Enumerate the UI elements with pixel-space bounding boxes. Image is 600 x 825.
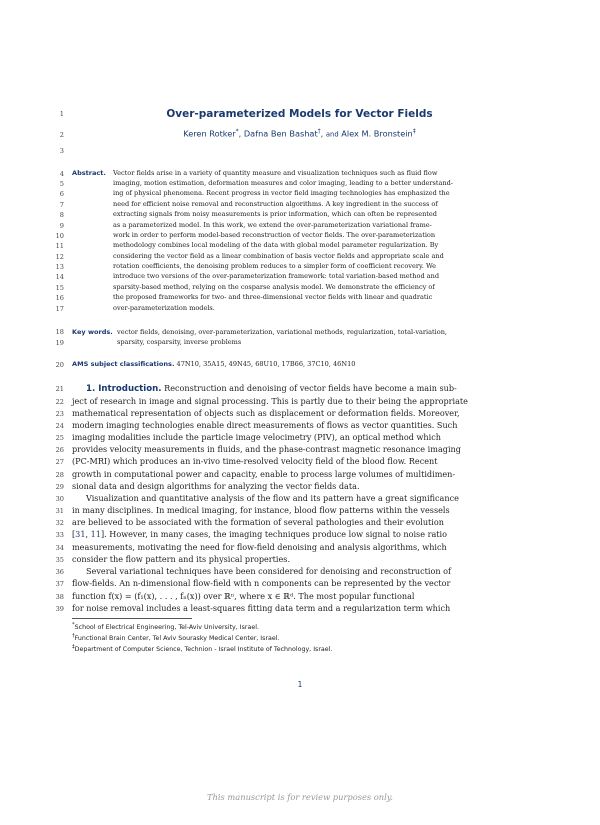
body-line: mathematical representation of objects such as displacement or deformation fields. Moreover, [72,408,460,418]
footnote-text: Functional Brain Center, Tel Aviv Sourasky Medical Center, Israel. [74,635,280,643]
author-name: Alex M. Bronstein [341,128,413,139]
body-line: for noise removal includes a least-squares fitting data term and a regularization term which [72,603,451,613]
author-list [72,128,527,139]
line-number: 9 [59,222,64,230]
line-number: 38 [55,593,64,601]
footnote-mark: ‡ [412,128,416,135]
line-number: 20 [55,361,64,369]
abstract-line: ing of physical phenomena. Recent progress in vector field imaging technologies has emphasized the [113,189,450,197]
abstract-line: need for efficient noise removal and reconstruction algorithms. A key ingredient in the success of [113,200,438,208]
line-number: 17 [55,305,64,313]
line-number: 12 [55,253,64,261]
abstract-line: the proposed frameworks for two- and three-dimensional vector fields with linear and quadratic [113,293,433,301]
paper-title: Over-parameterized Models for Vector Fields [166,108,433,120]
abstract-line: considering the vector field as a linear combination of basis vector fields and appropriate scale and [113,252,444,260]
line-number: 19 [55,339,64,347]
line-number: 3 [59,147,64,155]
line-number: 15 [55,284,64,292]
body-text: Reconstruction and denoising of vector fields have become a main sub- [164,383,457,393]
line-number: 11 [55,242,64,250]
footnote [72,633,280,642]
author-separator: , [238,128,244,139]
line-number: 22 [55,398,64,406]
author-name: Keren Rotker [183,128,236,139]
citation-bracket: [ [72,529,76,539]
body-line: measurements, motivating the need for flow-field denoising and analysis algorithms, which [72,542,447,552]
abstract-line: rotation coefficients, the denoising problem reduces to a simpler form of coefficient recovery. We [113,262,437,270]
line-number: 10 [55,232,64,240]
line-number: 16 [55,294,64,302]
review-notice: This manuscript is for review purposes only. [206,792,394,802]
line-number: 27 [55,458,64,466]
abstract-line: introduce two versions of the over-parameterization framework: total variation-based method and [113,272,440,280]
line-number: 28 [55,471,64,479]
line-number: 24 [55,422,64,430]
ams-value: 47N10, 35A15, 49N45, 68U10, 17B66, 37C10, 46N10 [176,360,356,368]
citation-separator: , [85,529,91,539]
body-text: . However, in many cases, the imaging techniques produce low signal to noise ratio [104,529,447,539]
footnote [72,622,259,631]
line-number: 8 [59,211,64,219]
body-line: (PC-MRI) which produces an in-vivo time-resolved velocity field of the blood flow. Recent [72,456,438,466]
abstract-line: imaging, motion estimation, deformation measures and color imaging, leading to a better understand- [113,179,454,187]
body-line: consider the flow pattern and its physical properties. [72,554,291,564]
line-number: 2 [59,131,64,139]
line-number: 31 [55,507,64,515]
keywords-label: Key words. [72,328,113,336]
abstract-line: Vector fields arise in a variety of quantity measure and visualization techniques such as fluid flow [113,169,438,177]
line-number: 32 [55,519,64,527]
body-line: sional data and design algorithms for analyzing the vector fields data. [72,481,360,491]
line-number: 13 [55,263,64,271]
line-number: 34 [55,544,64,552]
body-line: are believed to be associated with the formation of several pathologies and their evolution [72,517,444,527]
footnote-mark: * [72,622,75,628]
body-line: imaging modalities include the particle image velocimetry (PIV), an optical method which [72,432,441,442]
line-number: 1 [59,110,64,118]
citation-link[interactable]: 11 [90,529,101,539]
section-heading: 1. Introduction. [86,384,162,394]
line-number: 39 [55,605,64,613]
line-number: 7 [59,201,64,209]
author-conjunction: and [325,130,339,139]
body-line-formula: function f(x) = (f₁(x), . . . , fₙ(x)) over ℝⁿ, where x ∈ ℝᵈ. The most popular functional [72,591,415,601]
keywords-line: vector fields, denoising, over-parameterization, variational methods, regularization, total-variation, [117,328,448,336]
page-number: 1 [297,680,303,689]
line-number: 35 [55,556,64,564]
footnote-text: Department of Computer Science, Technion - Israel Institute of Technology, Israel. [74,646,333,654]
author-name: Dafna Ben Bashat [243,128,318,139]
footnote-mark: * [235,128,239,135]
body-line: ject of research in image and signal processing. This is partly due to their being the appropriate [72,396,468,406]
footnote-rule [72,618,192,619]
body-line: Visualization and quantitative analysis of the flow and its pattern have a great significance [86,493,459,503]
footnote-mark: † [317,128,321,135]
abstract-label: Abstract. [72,169,106,177]
line-number: 37 [55,580,64,588]
abstract-line: extracting signals from noisy measurements is prior information, which can often be represented [113,210,437,218]
body-line: flow-fields. An n-dimensional flow-field with n components can be represented by the vector [72,578,451,588]
footnote [72,644,332,653]
author-separator: , [320,128,326,139]
body-line-citation [72,528,527,540]
ams-classifications [72,359,527,369]
line-number: 18 [55,328,64,336]
body-line: in many disciplines. In medical imaging, for instance, blood flow patterns within the vessels [72,505,450,515]
body-line: modern imaging technologies enable direct measurements of flows as vector quantities. Such [72,420,458,430]
ams-label: AMS subject classifications. [72,360,175,368]
footnote-mark: ‡ [72,644,75,650]
line-number: 4 [59,170,64,178]
citation-bracket: ] [100,529,105,539]
body-line: provides velocity measurements in fluids, and the phase-contrast magnetic resonance imaging [72,444,461,454]
line-number: 25 [55,434,64,442]
line-number: 23 [55,410,64,418]
line-number: 14 [55,273,64,281]
citation-link[interactable]: 31 [75,529,86,539]
line-number: 29 [55,483,64,491]
body-line: growth in computational power and capacity, enable to process large volumes of multidimen- [72,469,456,479]
line-number: 26 [55,446,64,454]
line-number: 5 [59,180,64,188]
abstract-line: sparsity-based method, relying on the cosparse analysis model. We demonstrate the efficiency of [113,283,435,291]
footnote-mark: † [72,633,75,639]
body-line: Several variational techniques have been considered for denoising and reconstruction of [86,566,452,576]
intro-first-line [86,382,527,395]
line-number: 36 [55,568,64,576]
abstract-line: methodology combines local modeling of the data with global model parameter regularization. By [113,241,439,249]
line-number: 6 [59,190,64,198]
line-number: 21 [55,385,64,393]
abstract-line: as a parameterized model. In this work, we extend the over-parameterization variational frame- [113,221,432,229]
abstract-line: work in order to perform model-based reconstruction of vector fields. The over-parameterization [113,231,436,239]
footnote-text: School of Electrical Engineering, Tel-Aviv University, Israel. [74,624,259,632]
line-number: 33 [55,531,64,539]
keywords-line: sparsity, cosparsity, inverse problems [117,338,242,346]
abstract-line: over-parameterization models. [113,304,215,312]
line-number: 30 [55,495,64,503]
